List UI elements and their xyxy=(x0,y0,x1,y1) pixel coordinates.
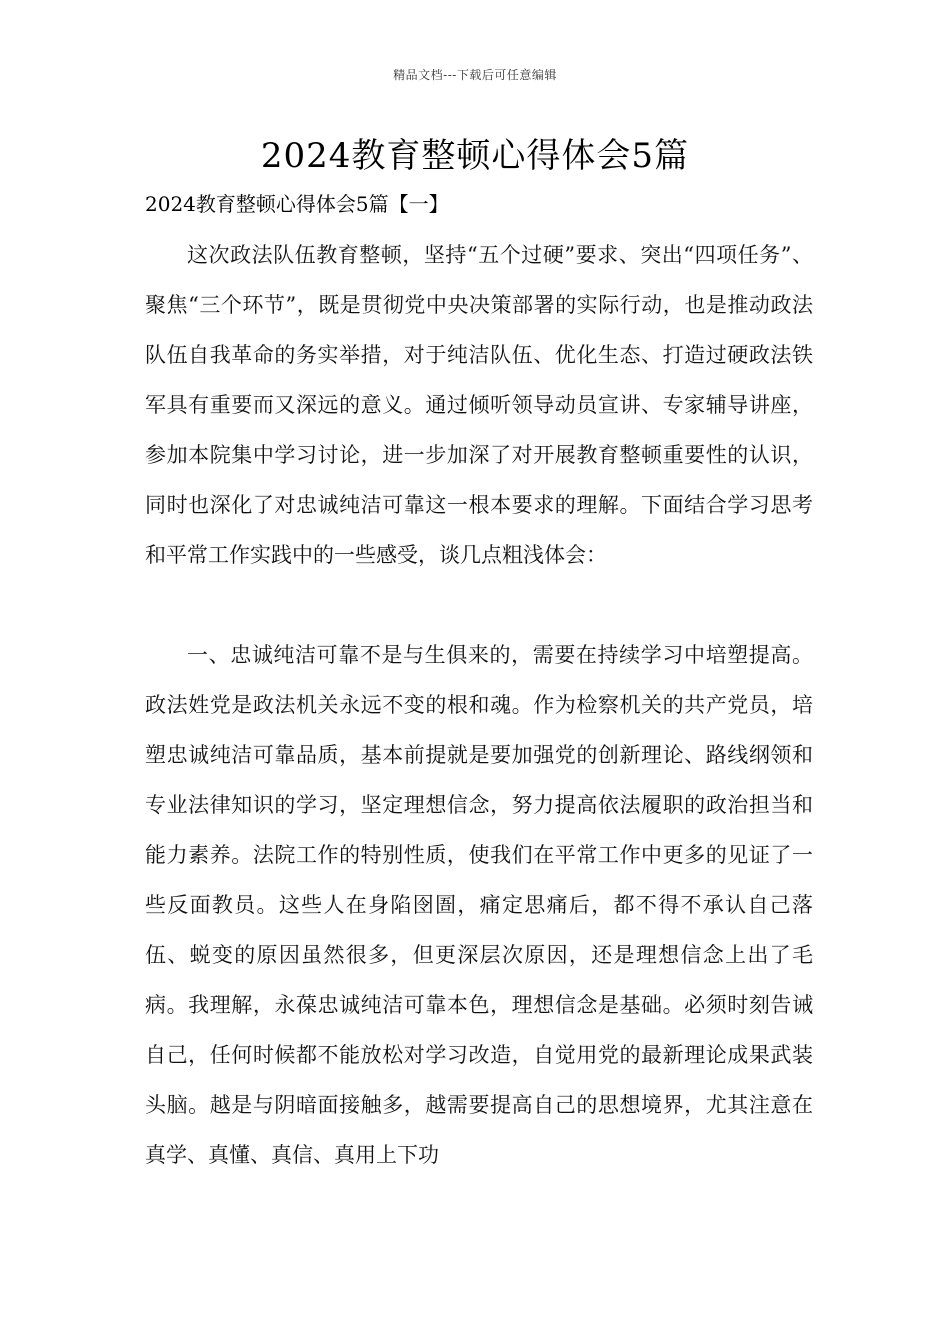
document-body xyxy=(145,230,813,1180)
intro-paragraph: 这次政法队伍教育整顿，坚持“五个过硬”要求、突出“四项任务”、聚焦“三个环节”，既是贯彻党中央决策部署的实际行动，也是推动政法队伍自我革命的务实举措，对于纯洁队伍、优化生态、打造过硬政法铁军具有重要而又深远的意义。通过倾听领导动员宣讲、专家辅导讲座，参加本院集中学习讨论，进一步加深了对开展教育整顿重要性的认识，同时也深化了对忠诚纯洁可靠这一根本要求的理解。下面结合学习思考和平常工作实践中的一些感受，谈几点粗浅体会： xyxy=(145,243,813,567)
section-one-paragraph: 一、忠诚纯洁可靠不是与生俱来的，需要在持续学习中培塑提高。政法姓党是政法机关永远不变的根和魂。作为检察机关的共产党员，培塑忠诚纯洁可靠品质，基本前提就是要加强党的创新理论、路线纲领和专业法律知识的学习，坚定理想信念，努力提高依法履职的政治担当和能力素养。法院工作的特别性质，使我们在平常工作中更多的见证了一些反面教员。这些人在身陷囹圄，痛定思痛后，都不得不承认自己落伍、蜕变的原因虽然很多，但更深层次原因，还是理想信念上出了毛病。我理解，永葆忠诚纯洁可靠本色，理想信念是基础。必须时刻告诫自己，任何时候都不能放松对学习改造，自觉用党的最新理论成果武装头脑。越是与阴暗面接触多，越需要提高自己的思想境界，尤其注意在真学、真懂、真信、真用上下功 xyxy=(145,643,813,1167)
page-header: 精品文档---下载后可任意编辑 xyxy=(393,68,557,82)
document-title: 2024教育整顿心得体会5篇 xyxy=(260,136,690,176)
section-subtitle: 2024教育整顿心得体会5篇【一】 xyxy=(145,192,449,216)
